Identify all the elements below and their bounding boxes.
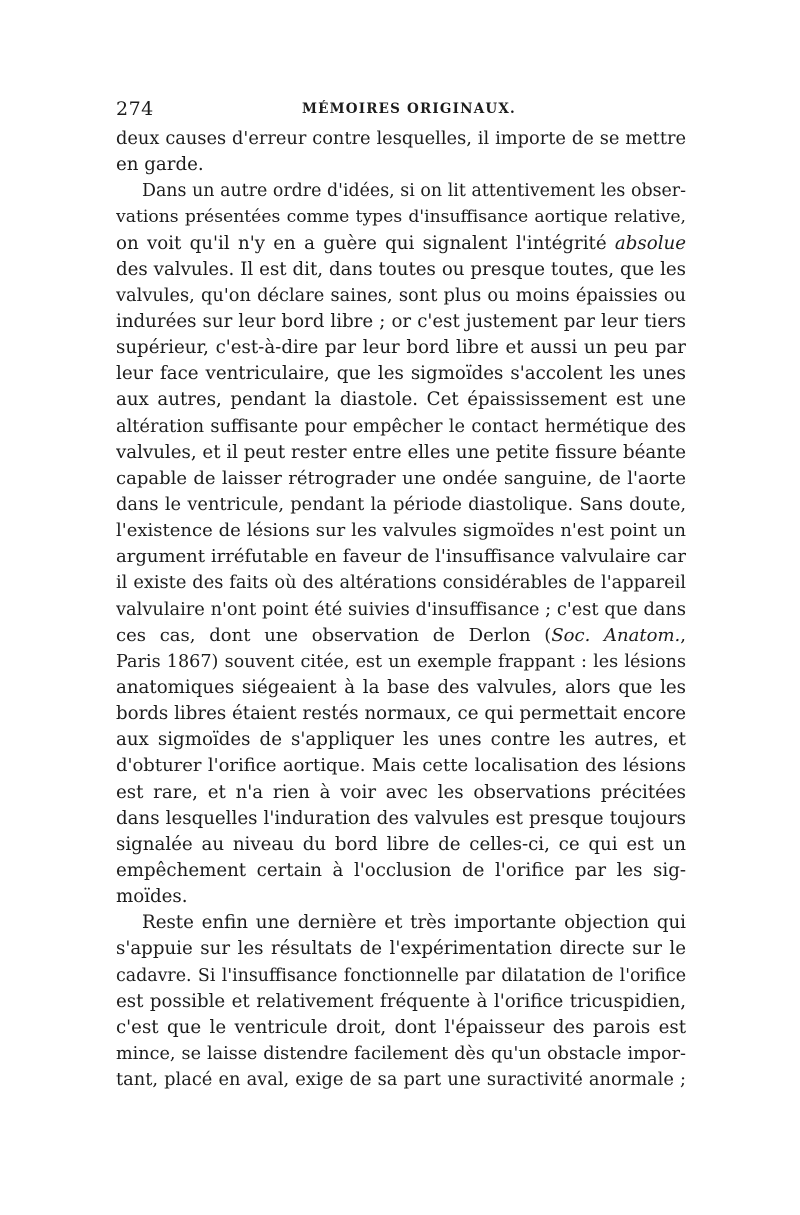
text-line: signalée au niveau du bord libre de celles-ci, ce qui est un [116, 833, 686, 855]
text-line: dans le ventricule, pendant la période diastolique. Sans doute, [116, 493, 686, 515]
text-line: s'appuie sur les résultats de l'expérimentation directe sur le [116, 938, 686, 960]
text-line: leur face ventriculaire, que les sigmoïdes s'accolent les unes [116, 363, 686, 385]
text-line: on voit qu'il n'y en a guère qui signalent l'intégrité absolue [116, 232, 686, 254]
text-line: mince, se laisse distendre facilement dès qu'un obstacle impor- [116, 1043, 686, 1064]
text-line: ces cas, dont une observation de Derlon (Soc. Anatom., [116, 624, 686, 646]
page-number: 274 [116, 98, 154, 120]
text-line: supérieur, c'est-à-dire par leur bord libre et aussi un peu par [116, 337, 686, 359]
text-line: est possible et relativement fréquente à l'orifice tricuspidien, [116, 990, 686, 1012]
text-line: d'obturer l'orifice aortique. Mais cette localisation des lésions [116, 755, 686, 777]
text-line: capable de laisser rétrograder une ondée sanguine, de l'aorte [116, 467, 686, 489]
text-line: bords libres étaient restés normaux, ce qui permettait encore [116, 703, 686, 725]
body-text [116, 126, 686, 1093]
text-line: valvules, qu'on déclare saines, sont plus ou moins épaissies ou [116, 284, 686, 306]
text-line: en garde. [116, 154, 204, 176]
text-line: aux sigmoïdes de s'appliquer les unes contre les autres, et [116, 729, 686, 751]
running-title: MÉMOIRES ORIGINAUX. [302, 101, 516, 117]
text-line: l'existence de lésions sur les valvules sigmoïdes n'est point un [116, 520, 686, 542]
paragraph-start-line: Dans un autre ordre d'idées, si on lit attentivement les obser- [142, 181, 686, 202]
text-line: c'est que le ventricule droit, dont l'épaisseur des parois est [116, 1016, 686, 1038]
text-line: valvules, et il peut rester entre elles une petite fissure béante [116, 441, 686, 463]
text-line: dans lesquelles l'induration des valvules est presque toujours [116, 807, 686, 829]
text-line: des valvules. Il est dit, dans toutes ou presque toutes, que les [116, 258, 686, 280]
text-line: est rare, et n'a rien à voir avec les observations précitées [116, 781, 686, 803]
emphasis-absolue: absolue [614, 232, 686, 254]
text-line: valvulaire n'ont point été suivies d'insuffisance ; c'est que dans [116, 598, 686, 620]
text-line: indurées sur leur bord libre ; or c'est justement par leur tiers [116, 310, 686, 332]
text-line: vations présentées comme types d'insuffisance aortique relative, [116, 207, 686, 228]
text-line: argument irréfutable en faveur de l'insuffisance valvulaire car [116, 546, 686, 568]
text-line: moïdes. [116, 886, 188, 908]
text-line: deux causes d'erreur contre lesquelles, il importe de se mettre [116, 128, 686, 149]
page-header [116, 98, 686, 122]
text-line: cadavre. Si l'insuffisance fonctionnelle par dilatation de l'orifice [116, 965, 686, 986]
text-line: Paris 1867) souvent citée, est un exemple frappant : les lésions [116, 651, 686, 672]
text-line: tant, placé en aval, exige de sa part une suractivité anormale ; [116, 1069, 686, 1091]
text-line: empêchement certain à l'occlusion de l'orifice par les sig- [116, 859, 686, 881]
emphasis-soc-anatom: Soc. Anatom. [551, 624, 681, 646]
paragraph-start-line: Reste enfin une dernière et très importante objection qui [142, 912, 686, 934]
text-line: altération suffisante pour empêcher le contact hermétique des [116, 415, 686, 437]
text-line: anatomiques siégeaient à la base des valvules, alors que les [116, 676, 686, 698]
text-line: aux autres, pendant la diastole. Cet épaississement est une [116, 389, 686, 411]
text-line: il existe des faits où des altérations considérables de l'appareil [116, 572, 686, 594]
